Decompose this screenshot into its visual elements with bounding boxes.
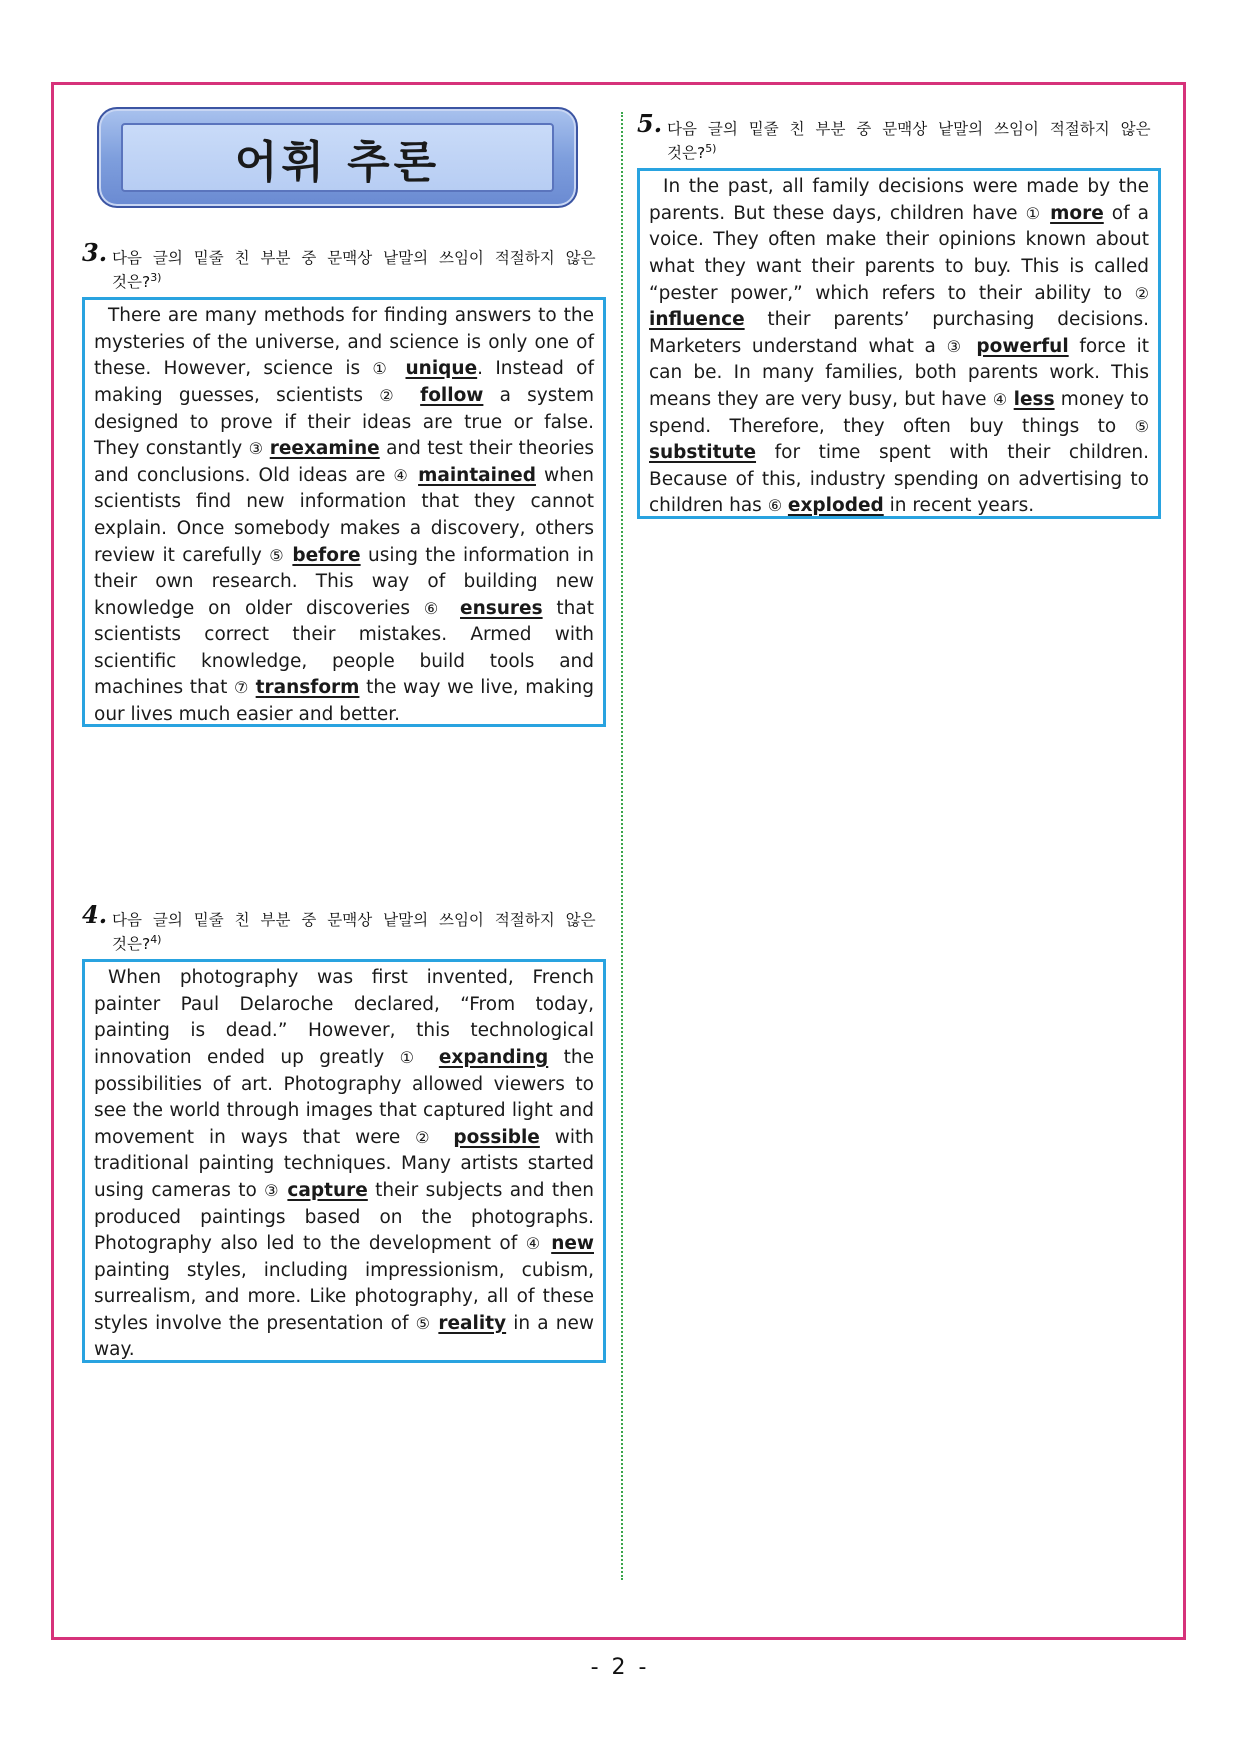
underlined-word: influence <box>649 309 745 331</box>
passage-box <box>637 168 1161 519</box>
question-5 <box>637 109 1161 519</box>
choice-marker: ④ <box>525 1234 543 1254</box>
question-number: 5. <box>637 109 663 138</box>
question-number: 4. <box>82 900 108 929</box>
choice-marker: ① <box>399 1047 424 1067</box>
question-prompt: 다음 글의 밑줄 친 부분 중 문맥상 낱말의 쓰임이 적절하지 않은 것은? <box>112 249 596 292</box>
choice-marker: ⑥ <box>423 598 447 618</box>
passage-text: In the past, all family decisions were made by the parents. But these days, children have ① more of a voice. They often make their opinions known about what they want their parents to buy. This is called “pester power,” which refers to their ability to ② influence their parents’ purchasing decisions. Marketers understand what a ③ powerful force it can be. In many families, both parents work. This means they are very busy, but have ④ less money to spend. Therefore, they often buy things to ⑤ substitute for time spent with their children. Because of this, industry spending on advertising to children has ⑥ exploded in recent years. <box>649 176 1149 517</box>
underlined-word: substitute <box>649 442 757 464</box>
section-title: 어휘 추론 <box>234 136 441 188</box>
choice-marker: ⑤ <box>269 545 286 565</box>
underlined-word: exploded <box>787 495 884 517</box>
question-header <box>82 238 606 292</box>
column-divider <box>621 112 623 1580</box>
question-header <box>637 109 1161 163</box>
choice-marker: ⑤ <box>415 1313 432 1333</box>
underlined-word: capture <box>287 1179 368 1201</box>
choice-marker: ④ <box>992 389 1008 409</box>
underlined-word: maintained <box>418 464 536 486</box>
choice-marker: ② <box>379 385 404 405</box>
page-number: - 2 - <box>590 1655 650 1680</box>
footnote-ref: 3) <box>150 271 162 284</box>
choice-marker: ⑤ <box>1134 416 1149 436</box>
underlined-word: expanding <box>438 1046 549 1068</box>
underlined-word: before <box>292 544 361 566</box>
footnote-ref: 5) <box>705 142 717 155</box>
underlined-word: follow <box>420 384 484 406</box>
underlined-word: ensures <box>460 597 543 619</box>
choice-marker: ① <box>1025 203 1043 223</box>
choice-marker: ② <box>415 1127 439 1147</box>
passage-box <box>82 959 606 1363</box>
underlined-word: less <box>1013 388 1055 410</box>
underlined-word: possible <box>453 1126 540 1148</box>
underlined-word: reexamine <box>269 438 380 460</box>
passage-text: When photography was first invented, French painter Paul Delaroche declared, “From today, painting is dead.” However, this technological innovation ended up greatly ① expanding the possibilities of art. Photography allowed viewers to see the world through images that captured light and movement in ways that were ② possible with traditional painting techniques. Many artists started using cameras to ③ capture their subjects and then produced paintings based on the photographs. Photography also led to the development of ④ new painting styles, including impressionism, cubism, surrealism, and more. Like photography, all of these styles involve the presentation of ⑤ reality in a new way. <box>94 967 594 1361</box>
choice-marker: ⑦ <box>233 678 250 698</box>
question-prompt: 다음 글의 밑줄 친 부분 중 문맥상 낱말의 쓰임이 적절하지 않은 것은? <box>112 911 596 954</box>
question-prompt: 다음 글의 밑줄 친 부분 중 문맥상 낱말의 쓰임이 적절하지 않은 것은? <box>667 120 1151 163</box>
underlined-word: powerful <box>976 335 1069 357</box>
choice-marker: ② <box>1134 283 1149 303</box>
choice-marker: ④ <box>393 465 410 485</box>
question-number: 3. <box>82 238 108 267</box>
question-4 <box>82 900 606 1363</box>
section-title-banner <box>97 107 578 208</box>
underlined-word: reality <box>438 1312 507 1334</box>
choice-marker: ③ <box>248 439 264 459</box>
choice-marker: ③ <box>946 336 966 356</box>
choice-marker: ③ <box>264 1180 281 1200</box>
underlined-word: transform <box>255 677 360 699</box>
underlined-word: new <box>551 1233 594 1255</box>
passage-box <box>82 297 606 727</box>
section-title-panel <box>121 123 554 192</box>
underlined-word: unique <box>405 358 478 380</box>
underlined-word: more <box>1050 202 1104 224</box>
choice-marker: ① <box>372 359 394 379</box>
question-header <box>82 900 606 954</box>
passage-text: There are many methods for finding answers to the mysteries of the universe, and science is only one of these. However, science is ① unique. Instead of making guesses, scientists ② follow a system designed to prove if their ideas are true or false. They constantly ③ reexamine and test their theories and conclusions. Old ideas are ④ maintained when scientists find new information that they cannot explain. Once somebody makes a discovery, others review it carefully ⑤ before using the information in their own research. This way of building new knowledge on older discoveries ⑥ ensures that scientists correct their mistakes. Armed with scientific knowledge, people build tools and machines that ⑦ transform the way we live, making our lives much easier and better. <box>94 305 595 726</box>
footnote-ref: 4) <box>150 933 162 946</box>
choice-marker: ⑥ <box>767 496 783 516</box>
question-3 <box>82 238 606 727</box>
